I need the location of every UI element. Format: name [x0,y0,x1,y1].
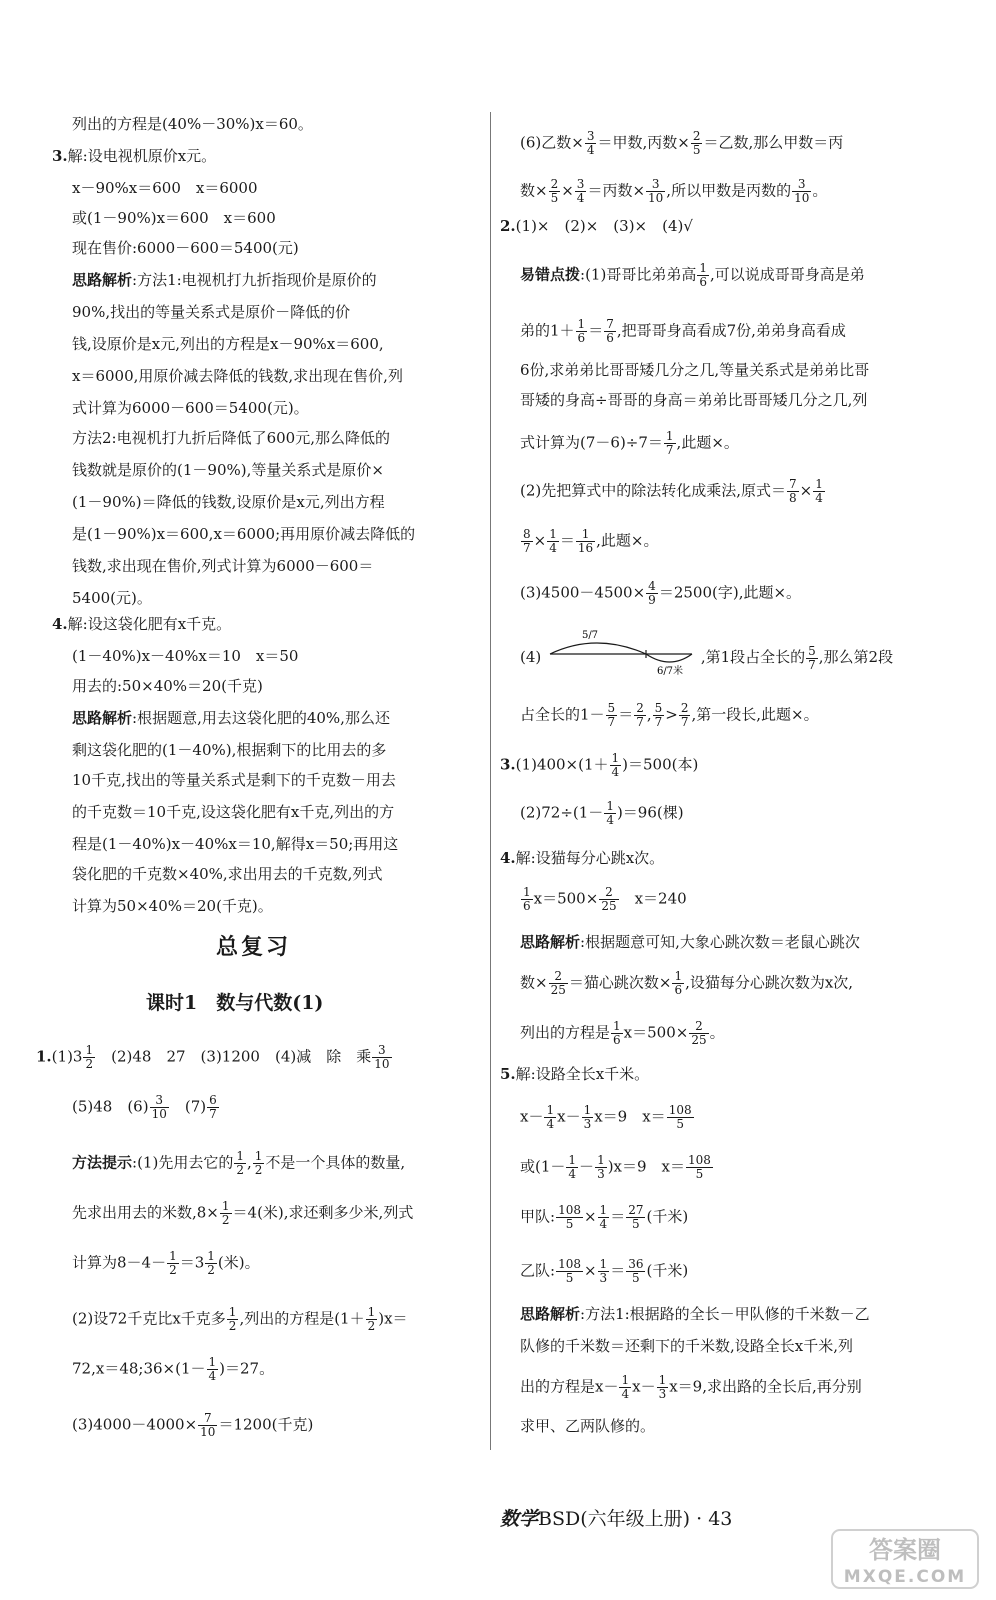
page-number: · 43 [696,1508,733,1530]
fraction: $\frac{2}{25}$ [550,969,566,997]
fraction: $\frac{1}{2}$ [228,1305,237,1333]
fraction: $\frac{2}{25}$ [601,885,617,913]
text-line: 6份,求弟弟比哥哥矮几分之几,等量关系式是弟弟比哥 [520,361,870,379]
method-line: 方法提示:(1)先用去它的 $\frac{1}{2}$ , $\frac{1}{2}$ 不是一个具体的数量, [72,1149,406,1177]
fraction: $\frac{1}{6}$ [523,885,531,913]
text-line: 计算为8－4－ $\frac{1}{2}$ ＝3 $\frac{1}{2}$ (米)。 [72,1249,260,1277]
fraction: $\frac{108}{5}$ [668,1103,692,1131]
fraction: $\frac{1}{4}$ [606,799,614,827]
fraction: $\frac{8}{7}$ [523,527,531,555]
segment-diagram [546,630,696,676]
text-line: 钱数,求出现在售价,列式计算为6000－600＝ [72,557,374,575]
fraction: $\frac{3}{4}$ [576,177,585,205]
fraction: $\frac{36}{5}$ [628,1257,644,1285]
analysis-line: 思路解析:方法1:电视机打九折指现价是原价的 [72,271,377,289]
question-4: 4.解:设这袋化肥有x千克。 [52,615,232,633]
question-5: 5.解:设路全长x千米。 [500,1065,650,1083]
text-line: (2)72÷(1－ $\frac{1}{4}$ )＝96(棵) [520,799,684,827]
text-line: 或(1－90%)x＝600 x＝600 [72,209,276,227]
text-line: 先求出用去的米数,8× $\frac{1}{2}$ ＝4(米),求还剩多少米,列式 [72,1199,414,1227]
fraction: $\frac{3}{10}$ [374,1043,390,1071]
text-line: (6)乙数× $\frac{3}{4}$ ＝甲数,丙数× $\frac{2}{5}$ ＝乙数,那么甲数＝丙 [520,129,844,157]
fraction: $\frac{1}{4}$ [815,477,823,505]
text-line: x＝6000,用原价减去降低的钱数,求出现在售价,列 [72,367,403,385]
section-title: 总复习 [216,934,292,960]
text-line: 袋化肥的千克数×40%,求出用去的千克数,列式 [72,865,383,883]
fraction: $\frac{1}{7}$ [665,429,674,457]
fraction: $\frac{1}{3}$ [599,1257,608,1285]
text-line: (5)48 (6) $\frac{3}{10}$ (7) $\frac{6}{7}$ [72,1093,217,1121]
text-line: 方法2:电视机打九折后降低了600元,那么降低的 [72,429,390,447]
text-line: (2)先把算式中的除法转化成乘法,原式＝ $\frac{7}{8}$ × $\frac{1}{4}$ [520,477,823,505]
watermark-logo-icon [830,1528,980,1590]
segment-top-label: 5/7 [581,630,599,641]
analysis-line: 思路解析:方法1:根据路的全长－甲队修的千米数－乙 [520,1305,870,1323]
text-line: 数× $\frac{2}{25}$ ＝猫心跳次数× $\frac{1}{6}$ ,设猫每分心跳次数为x次, [520,969,854,997]
text-line: $\frac{1}{6}$ x＝500× $\frac{2}{25}$ x＝240 [523,885,687,913]
fraction: $\frac{1}{4}$ [621,1373,630,1401]
text-line: 计算为50×40%＝20(千克)。 [72,897,273,915]
fraction: $\frac{1}{2}$ [254,1149,263,1177]
fraction: $\frac{2}{7}$ [636,701,644,729]
text-line: 弟的1＋ $\frac{1}{6}$ ＝ $\frac{7}{6}$ ,把哥哥身高看成7份,弟弟身高看成 [520,317,846,345]
fraction: $\frac{7}{8}$ [789,477,797,505]
analysis-line: 思路解析:根据题意可知,大象心跳次数＝老鼠心跳次 [520,933,860,951]
fraction: $\frac{3}{10}$ [151,1093,167,1121]
text-line: 式计算为6000－600＝5400(元)。 [72,399,309,417]
fraction: $\frac{1}{4}$ [549,527,557,555]
fraction: $\frac{7}{10}$ [200,1411,216,1439]
fraction: $\frac{1}{3}$ [597,1153,605,1181]
text-line: (3)4000－4000× $\frac{7}{10}$ ＝1200(千克) [72,1411,314,1439]
watermark-logo [830,1528,980,1590]
fraction: $\frac{1}{6}$ [577,317,586,345]
fraction: $\frac{1}{6}$ [613,1019,621,1047]
fraction: $\frac{3}{10}$ [648,177,664,205]
fraction: $\frac{108}{5}$ [558,1203,581,1231]
column-divider [490,112,491,1450]
fraction: $\frac{1}{2}$ [169,1249,177,1277]
fraction: $\frac{2}{5}$ [550,177,559,205]
fraction: $\frac{5}{7}$ [808,643,816,672]
fraction: $\frac{1}{16}$ [577,527,594,555]
svg-text:MXQE.COM: MXQE.COM [843,1567,967,1587]
text-line: 程是(1－40%)x－40%x＝10,解得x＝50;再用这 [72,835,399,853]
question-3: 3.解:设电视机原价x元。 [52,147,217,165]
text-line: 钱,设原价是x元,列出的方程是x－90%x＝600, [72,335,384,353]
text-line: 钱数就是原价的(1－90%),等量关系式是原价× [72,461,384,479]
fraction: $\frac{27}{5}$ [628,1203,644,1231]
segment-bottom-label: 6/7米 [656,666,684,676]
fraction: $\frac{1}{3}$ [583,1103,592,1131]
text-line: (1－40%)x－40%x＝10 x＝50 [72,647,299,665]
lesson-title: 课时1 数与代数(1) [146,992,324,1014]
fraction: $\frac{3}{10}$ [794,177,810,205]
fraction: $\frac{1}{2}$ [367,1305,376,1333]
text-line: (2)设72千克比x千克多 $\frac{1}{2}$ ,列出的方程是(1＋ $\frac{1}{2}$ )x＝ [72,1305,408,1333]
text-line: 72,x＝48;36×(1－ $\frac{1}{4}$ )＝27。 [72,1355,275,1383]
page-footer [500,1504,732,1531]
question-2: 2.(1)× (2)× (3)× (4)√ [500,217,693,235]
text-line: 出的方程是x－ $\frac{1}{4}$ x－ $\frac{1}{3}$ x＝9,求出路的全长后,再分别 [520,1373,862,1401]
fraction: $\frac{1}{4}$ [546,1103,555,1131]
text-line: 列出的方程是 $\frac{1}{6}$ x＝500× $\frac{2}{25}$ 。 [520,1019,725,1047]
fraction: $\frac{1}{4}$ [568,1153,577,1181]
fraction: $\frac{108}{5}$ [688,1153,711,1181]
fraction: $\frac{6}{7}$ [209,1093,217,1121]
question-4: 4.解:设猫每分心跳x次。 [500,849,665,867]
review-question-1: 1.(1)3 $\frac{1}{2}$ (2)48 27 (3)1200 (4)减 除 乘 $\frac{3}{10}$ [36,1043,390,1071]
fraction: $\frac{1}{4}$ [208,1355,217,1383]
fraction: $\frac{1}{2}$ [207,1249,215,1277]
text-line: (1－90%)＝降低的钱数,设原价是x元,列出方程 [72,493,385,511]
fraction: $\frac{1}{2}$ [236,1149,244,1177]
question-3: 3.(1)400×(1＋ $\frac{1}{4}$ )＝500(本) [500,751,699,779]
fraction: $\frac{1}{2}$ [85,1043,94,1071]
text-line: 哥矮的身高÷哥哥的身高＝弟弟比哥哥矮几分之几,列 [520,391,868,409]
segment-diagram-line: (4) 5/7 6/7米 ,第1段占全长的 $\frac{5}{7}$ ,那么第2段 [520,630,894,676]
text-line: x－ $\frac{1}{4}$ x－ $\frac{1}{3}$ x＝9 x＝ $\frac{108}{5}$ [520,1103,692,1131]
fraction: $\frac{1}{2}$ [221,1199,230,1227]
text-line: $\frac{8}{7}$ × $\frac{1}{4}$ ＝ $\frac{1}{16}$ ,此题×。 [523,527,659,555]
text-line: x－90%x＝600 x＝6000 [72,179,258,197]
text-line: 求甲、乙两队修的。 [520,1417,656,1435]
text-line: 用去的:50×40%＝20(千克) [72,677,263,695]
text-line: 90%,找出的等量关系式是原价－降低的价 [72,303,351,321]
text-line: 是(1－90%)x＝600,x＝6000;再用原价减去降低的 [72,525,416,543]
footer-book: BSD(六年级上册) [538,1508,691,1530]
fraction: $\frac{5}{7}$ [607,701,616,729]
fraction: $\frac{1}{4}$ [611,751,620,779]
text-line: 10千克,找出的等量关系式是剩下的千克数－用去 [72,771,396,789]
fraction: $\frac{7}{6}$ [606,317,614,345]
svg-text:答案圈: 答案圈 [869,1536,941,1564]
text-line: 剩这袋化肥的(1－40%),根据剩下的比用去的多 [72,741,387,759]
fraction: $\frac{1}{4}$ [599,1203,608,1231]
text-line: 式计算为(7－6)÷7＝ $\frac{1}{7}$ ,此题×。 [520,429,739,457]
text-line: 占全长的1－ $\frac{5}{7}$ ＝ $\frac{2}{7}$ , $\frac{5}{7}$ > $\frac{2}{7}$ ,第一段长,此题×。 [520,701,819,729]
fraction: $\frac{3}{4}$ [586,129,595,157]
text-line: 5400(元)。 [72,589,152,607]
text-line: 的千克数＝10千克,设这袋化肥有x千克,列出的方 [72,803,395,821]
text-line: 甲队: $\frac{108}{5}$ × $\frac{1}{4}$ ＝ $\frac{27}{5}$ (千米) [520,1203,689,1231]
fraction: $\frac{4}{9}$ [648,579,656,607]
fraction: $\frac{5}{7}$ [654,701,663,729]
text-line: 现在售价:6000－600＝5400(元) [72,239,299,257]
text-line: 列出的方程是(40%－30%)x＝60。 [72,115,313,133]
fraction: $\frac{2}{7}$ [680,701,689,729]
fraction: $\frac{2}{5}$ [692,129,701,157]
tip-line: 易错点拨:(1)哥哥比弟弟高 $\frac{1}{6}$ ,可以说成哥哥身高是弟 [520,261,865,289]
fraction: $\frac{1}{6}$ [699,261,707,289]
fraction: $\frac{1}{3}$ [658,1373,667,1401]
fraction: $\frac{1}{6}$ [674,969,683,997]
text-line: 队修的千米数＝还剩下的千米数,设路全长x千米,列 [520,1337,853,1355]
footer-subject: 数学 [500,1508,539,1530]
analysis-line: 思路解析:根据题意,用去这袋化肥的40%,那么还 [72,709,390,727]
text-line: 或(1－ $\frac{1}{4}$ － $\frac{1}{3}$ )x＝9 x＝ $\frac{108}{5}$ [520,1153,711,1181]
text-line: (3)4500－4500× $\frac{4}{9}$ ＝2500(字),此题×。 [520,579,802,607]
fraction: $\frac{108}{5}$ [558,1257,581,1285]
fraction: $\frac{2}{25}$ [691,1019,707,1047]
text-line: 乙队: $\frac{108}{5}$ × $\frac{1}{3}$ ＝ $\frac{36}{5}$ (千米) [520,1257,689,1285]
text-line: 数× $\frac{2}{5}$ × $\frac{3}{4}$ ＝丙数× $\frac{3}{10}$ ,所以甲数是丙数的 $\frac{3}{10}$ 。 [520,177,828,205]
